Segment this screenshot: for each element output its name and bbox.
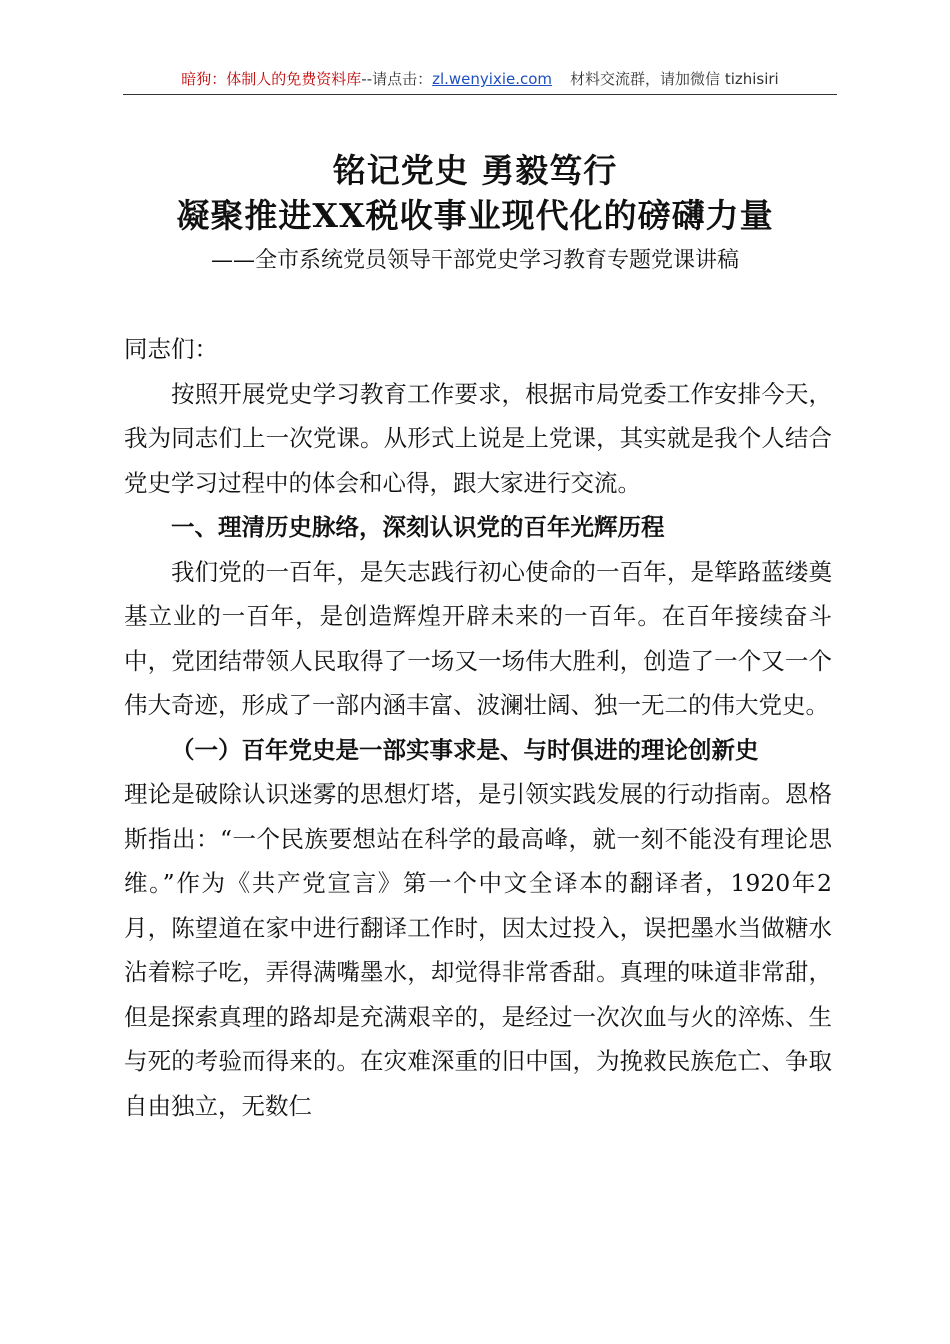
- salutation: 同志们：: [124, 335, 218, 363]
- intro-paragraph: 按照开展党史学习教育工作要求，根据市局党委工作安排今天，我为同志们上一次党课。从形式上说是上党课，其实就是我个人结合党史学习过程中的体会和心得，跟大家进行交流。: [124, 379, 832, 497]
- header-link[interactable]: zl.wenyixie.com: [432, 70, 553, 88]
- document-body: [124, 327, 832, 1128]
- title-line-1: 铭记党史 勇毅笃行: [332, 151, 618, 190]
- subsection-1-paragraph: 理论是破除认识迷雾的思想灯塔，是引领实践发展的行动指南。恩格斯指出：“一个民族要想站在科学的最高峰，就一刻不能没有理论思维。”作为《共产党宣言》第一个中文全译本的翻译者，1920年2月，陈望道在家中进行翻译工作时，因太过投入，误把墨水当做糖水沾着粽子吃，弄得满嘴墨水，却觉得非常香甜。真理的味道非常甜，但是探索真理的路却是充满艰辛的，是经过一次次血与火的淬炼、生与死的考验而得来的。在灾难深重的旧中国，为挽救民族危亡、争取自由独立，无数仁: [124, 780, 832, 1120]
- section-1-paragraph: 我们党的一百年，是矢志践行初心使命的一百年，是筚路蓝缕奠基立业的一百年，是创造辉煌开辟未来的一百年。在百年接续奋斗中，党团结带领人民取得了一场又一场伟大胜利，创造了一个又一个伟大奇迹，形成了一部内涵丰富、波澜壮阔、独一无二的伟大党史。: [124, 557, 832, 719]
- page-header: [123, 68, 837, 95]
- subtitle: ——全市系统党员领导干部党史学习教育专题党课讲稿: [210, 248, 739, 273]
- subsection-heading-1: [124, 728, 832, 773]
- header-prompt: --请点击：: [361, 70, 433, 88]
- title-line-2: 凝聚推进XX税收事业现代化的磅礴力量: [176, 196, 774, 235]
- subsection-heading-1-text: （一）百年党史是一部实事求是、与时俱进的理论创新史: [171, 735, 759, 764]
- section-heading-1: 一、理清历史脉络，深刻认识党的百年光辉历程: [171, 513, 665, 541]
- header-brand: 暗狗：体制人的免费资料库: [181, 70, 362, 88]
- header-wechat-note: 材料交流群，请加微信 tizhisiri: [570, 70, 779, 88]
